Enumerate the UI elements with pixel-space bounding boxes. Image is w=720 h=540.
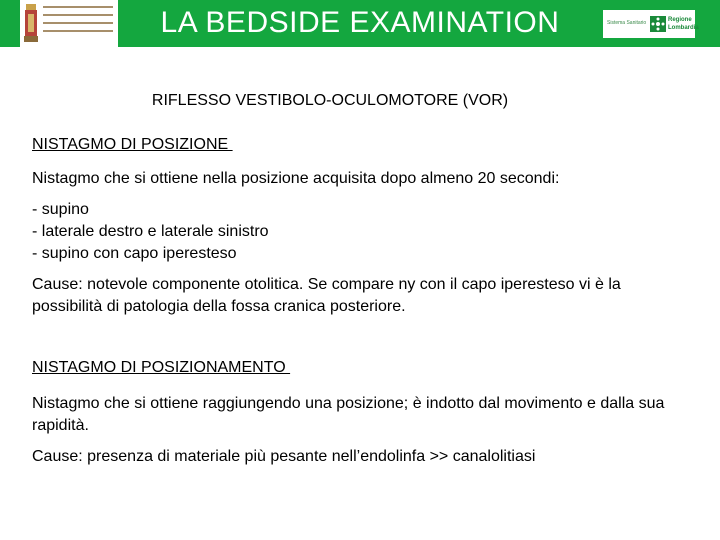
heading-nistagmo-posizionamento: NISTAGMO DI POSIZIONAMENTO	[32, 359, 291, 376]
rosa-camuna-icon	[650, 16, 666, 32]
heading-nistagmo-posizione: NISTAGMO DI POSIZIONE	[32, 136, 233, 153]
posizione-list	[32, 199, 692, 265]
section-subtitle: RIFLESSO VESTIBOLO-OCULOMOTORE (VOR)	[151, 92, 509, 109]
posizione-description: Nistagmo che si ottiene nella posizione acquisita dopo almeno 20 secondi:	[32, 170, 560, 187]
crest-icon	[23, 2, 39, 44]
list-item: - supino con capo iperesteso	[32, 245, 237, 262]
posizionamento-description: Nistagmo che si ottiene raggiungendo una posizione; è indotto dal movimento e dalla sua rapidità.	[32, 395, 665, 434]
hospital-logo	[20, 0, 118, 47]
title-bar	[0, 0, 720, 47]
sistema-sanitario-caption: Sistema Sanitario	[607, 20, 647, 26]
regione-lombardia-logo	[603, 10, 699, 38]
posizionamento-cause: Cause: presenza di materiale più pesante nell’endolinfa >> canalolitiasi	[32, 448, 536, 465]
posizione-cause: Cause: notevole componente otolitica. Se compare ny con il capo iperesteso vi è la possibilità di patologia della fossa cranica posteriore.	[32, 276, 621, 315]
hospital-name-lines	[43, 6, 113, 38]
list-item: - supino	[32, 201, 89, 218]
list-item: - laterale destro e laterale sinistro	[32, 223, 269, 240]
slide-title: LA BEDSIDE EXAMINATION	[160, 6, 560, 39]
regione-lombardia-name: Regione Lombardia	[668, 17, 699, 31]
